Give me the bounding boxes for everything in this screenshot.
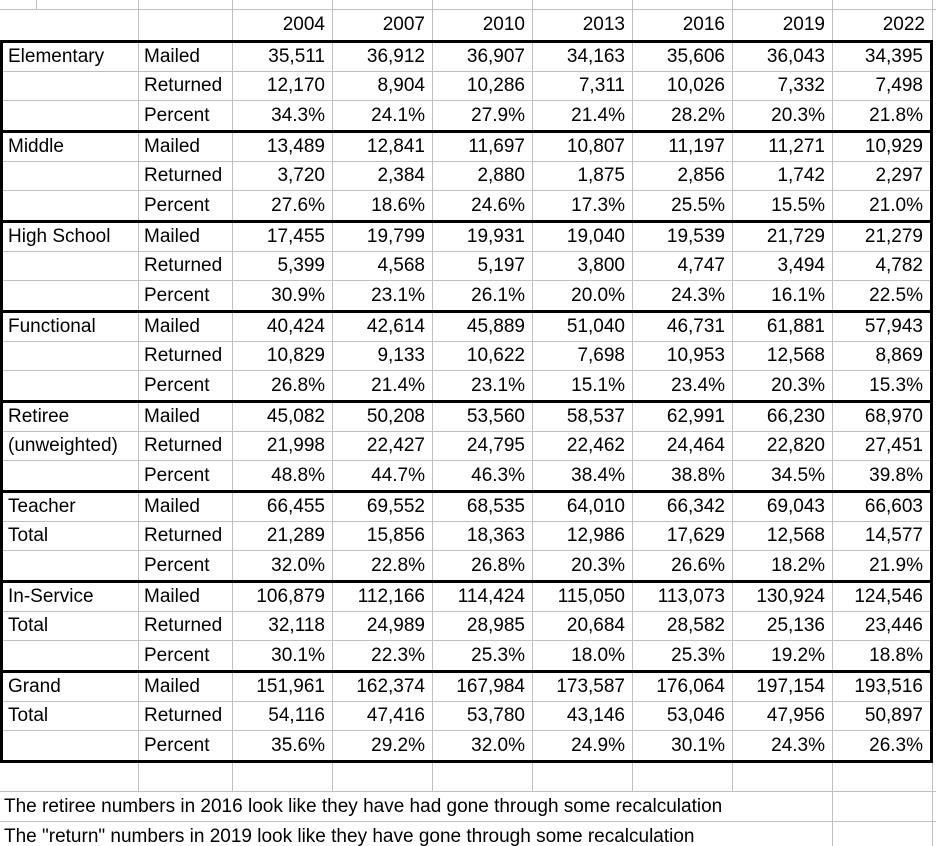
table-row xyxy=(3,673,930,702)
value-cell[interactable]: 13,489 xyxy=(233,133,333,161)
group-label-cell[interactable] xyxy=(3,191,139,220)
metric-label-cell[interactable]: Percent xyxy=(139,731,233,760)
value-cell[interactable]: 23.4% xyxy=(633,371,733,400)
table-row xyxy=(3,551,930,580)
value-cell[interactable]: 21,289 xyxy=(233,522,333,550)
table-group xyxy=(3,403,930,493)
value-cell[interactable]: 20,684 xyxy=(533,612,633,640)
empty-cell[interactable] xyxy=(139,763,233,791)
value-cell[interactable]: 4,568 xyxy=(333,252,433,280)
partial-top-grid-row xyxy=(0,0,936,10)
value-cell[interactable]: 34.5% xyxy=(733,461,833,490)
value-cell[interactable]: 45,889 xyxy=(433,313,533,341)
value-cell[interactable]: 19,040 xyxy=(533,223,633,251)
value-cell[interactable]: 20.3% xyxy=(533,551,633,580)
table-row xyxy=(3,72,930,101)
value-cell[interactable]: 66,342 xyxy=(633,493,733,521)
value-cell[interactable]: 51,040 xyxy=(533,313,633,341)
metric-label-cell[interactable]: Percent xyxy=(139,551,233,580)
metric-label-cell[interactable]: Percent xyxy=(139,641,233,670)
table-group xyxy=(3,133,930,223)
table-row xyxy=(3,522,930,551)
value-cell[interactable]: 10,807 xyxy=(533,133,633,161)
table-row xyxy=(3,612,930,641)
value-cell[interactable]: 64,010 xyxy=(533,493,633,521)
empty-cell[interactable] xyxy=(533,0,633,9)
value-cell[interactable]: 10,286 xyxy=(433,72,533,100)
group-label-cell[interactable]: Grand xyxy=(3,673,139,701)
table-row xyxy=(3,281,930,310)
empty-cell[interactable] xyxy=(833,792,933,821)
value-cell[interactable]: 18.6% xyxy=(333,191,433,220)
table-group xyxy=(3,673,930,760)
value-cell[interactable]: 10,026 xyxy=(633,72,733,100)
value-cell[interactable]: 21,729 xyxy=(733,223,833,251)
table-row xyxy=(3,162,930,191)
value-cell[interactable]: 151,961 xyxy=(233,673,333,701)
value-cell[interactable]: 18.8% xyxy=(869,644,923,666)
table-row xyxy=(3,403,930,432)
metric-label-cell[interactable]: Mailed xyxy=(139,313,233,341)
value-cell[interactable]: 30.9% xyxy=(233,281,333,310)
table-row xyxy=(3,461,930,490)
value-cell[interactable]: 5,197 xyxy=(433,252,533,280)
value-cell[interactable]: 50,208 xyxy=(333,403,433,431)
value-cell[interactable]: 27.9% xyxy=(433,101,533,130)
year-header-cell[interactable]: 2010 xyxy=(433,10,533,40)
value-cell[interactable]: 24.1% xyxy=(333,101,433,130)
table-group xyxy=(3,583,930,673)
group-label-cell[interactable]: Total xyxy=(3,522,139,550)
value-cell[interactable]: 53,560 xyxy=(433,403,533,431)
value-cell[interactable]: 22,462 xyxy=(533,432,633,460)
metric-label-cell[interactable]: Returned xyxy=(139,162,233,190)
value-cell[interactable]: 21.4% xyxy=(533,101,633,130)
value-cell[interactable]: 26.8% xyxy=(233,371,333,400)
value-cell[interactable]: 50,897 xyxy=(864,705,923,726)
value-cell[interactable]: 53,780 xyxy=(433,702,533,730)
value-cell[interactable]: 22,427 xyxy=(333,432,433,460)
value-cell[interactable]: 32,118 xyxy=(233,612,333,640)
empty-cell[interactable] xyxy=(233,763,333,791)
group-label-cell[interactable]: Retiree xyxy=(3,403,139,431)
value-cell[interactable]: 12,568 xyxy=(733,342,833,370)
table-row xyxy=(3,133,930,162)
value-cell[interactable]: 21,279 xyxy=(864,226,923,247)
value-cell[interactable]: 17,455 xyxy=(233,223,333,251)
value-cell[interactable]: 53,046 xyxy=(633,702,733,730)
value-cell[interactable]: 26.6% xyxy=(633,551,733,580)
group-label-cell[interactable] xyxy=(3,252,139,280)
value-cell[interactable]: 47,956 xyxy=(733,702,833,730)
metric-label-cell[interactable]: Returned xyxy=(139,522,233,550)
value-cell[interactable]: 10,929 xyxy=(864,136,923,157)
value-cell[interactable]: 18.0% xyxy=(533,641,633,670)
value-cell[interactable]: 112,166 xyxy=(333,583,433,611)
value-cell[interactable]: 12,841 xyxy=(333,133,433,161)
value-cell[interactable]: 68,970 xyxy=(864,406,923,427)
metric-label-cell[interactable]: Returned xyxy=(139,702,233,730)
metric-label-cell[interactable]: Percent xyxy=(139,191,233,220)
value-cell[interactable]: 10,829 xyxy=(233,342,333,370)
value-cell[interactable]: 20.0% xyxy=(533,281,633,310)
metric-label-cell[interactable]: Returned xyxy=(139,72,233,100)
metric-label-cell[interactable]: Returned xyxy=(139,342,233,370)
empty-grid-row xyxy=(0,763,936,792)
value-cell[interactable]: 25.3% xyxy=(633,641,733,670)
value-cell[interactable]: 26.3% xyxy=(869,734,923,756)
table-row xyxy=(3,432,930,461)
table-group xyxy=(3,223,930,313)
value-cell[interactable]: 11,197 xyxy=(633,133,733,161)
value-cell[interactable]: 7,332 xyxy=(733,72,833,100)
value-cell[interactable]: 8,869 xyxy=(875,345,923,366)
metric-label-cell[interactable]: Mailed xyxy=(139,223,233,251)
year-header-cell[interactable]: 2004 xyxy=(233,10,333,40)
value-cell[interactable]: 106,879 xyxy=(233,583,333,611)
value-cell[interactable]: 167,984 xyxy=(433,673,533,701)
table-row xyxy=(3,371,930,400)
value-cell[interactable]: 25.3% xyxy=(433,641,533,670)
value-cell[interactable]: 35,606 xyxy=(633,43,733,71)
value-cell[interactable]: 15.1% xyxy=(533,371,633,400)
value-cell[interactable]: 115,050 xyxy=(533,583,633,611)
value-cell[interactable]: 66,230 xyxy=(733,403,833,431)
value-cell[interactable]: 15,856 xyxy=(333,522,433,550)
value-cell[interactable]: 34,163 xyxy=(533,43,633,71)
value-cell[interactable]: 36,907 xyxy=(433,43,533,71)
year-header-cell[interactable]: 2016 xyxy=(633,10,733,40)
value-cell[interactable]: 24.3% xyxy=(733,731,833,760)
group-label-cell[interactable] xyxy=(3,162,139,190)
value-cell[interactable]: 19,799 xyxy=(333,223,433,251)
empty-cell[interactable] xyxy=(633,0,733,9)
value-cell[interactable]: 2,856 xyxy=(633,162,733,190)
table-row xyxy=(3,191,930,220)
table-group xyxy=(3,43,930,133)
group-label-cell[interactable]: Total xyxy=(3,702,139,730)
value-cell[interactable]: 21.9% xyxy=(869,554,923,576)
value-cell[interactable]: 29.2% xyxy=(333,731,433,760)
table-row xyxy=(3,641,930,670)
value-cell[interactable]: 18,363 xyxy=(433,522,533,550)
value-cell[interactable]: 22.8% xyxy=(333,551,433,580)
value-cell[interactable]: 15.5% xyxy=(733,191,833,220)
value-cell[interactable]: 36,912 xyxy=(333,43,433,71)
value-cell[interactable]: 5,399 xyxy=(233,252,333,280)
empty-cell[interactable] xyxy=(0,763,139,791)
value-cell[interactable]: 24,795 xyxy=(433,432,533,460)
empty-cell[interactable] xyxy=(733,763,833,791)
value-cell[interactable]: 46,731 xyxy=(633,313,733,341)
value-cell[interactable]: 11,271 xyxy=(733,133,833,161)
table-row xyxy=(3,493,930,522)
group-label-cell[interactable]: Elementary xyxy=(3,43,139,71)
value-cell[interactable]: 47,416 xyxy=(333,702,433,730)
value-cell[interactable]: 46.3% xyxy=(433,461,533,490)
metric-label-cell[interactable]: Mailed xyxy=(139,43,233,71)
group-label-cell[interactable]: Teacher xyxy=(3,493,139,521)
empty-cell[interactable] xyxy=(533,763,633,791)
value-cell[interactable]: 193,516 xyxy=(854,676,923,697)
value-cell[interactable]: 7,698 xyxy=(533,342,633,370)
empty-cell[interactable] xyxy=(333,0,433,9)
value-cell[interactable]: 176,064 xyxy=(633,673,733,701)
empty-cell[interactable] xyxy=(833,763,933,791)
value-cell[interactable]: 23.1% xyxy=(333,281,433,310)
metric-label-cell[interactable]: Percent xyxy=(139,461,233,490)
value-cell[interactable]: 3,800 xyxy=(533,252,633,280)
value-cell[interactable]: 14,577 xyxy=(864,525,923,546)
value-cell[interactable]: 58,537 xyxy=(533,403,633,431)
value-cell[interactable]: 40,424 xyxy=(233,313,333,341)
value-cell[interactable]: 12,986 xyxy=(533,522,633,550)
value-cell[interactable]: 45,082 xyxy=(233,403,333,431)
group-label-cell[interactable]: Total xyxy=(3,612,139,640)
value-cell[interactable]: 24,464 xyxy=(633,432,733,460)
value-cell[interactable]: 24.6% xyxy=(433,191,533,220)
note-row xyxy=(0,792,936,822)
empty-cell[interactable] xyxy=(233,0,333,9)
value-cell[interactable]: 38.8% xyxy=(633,461,733,490)
group-label-cell[interactable] xyxy=(3,101,139,130)
value-cell[interactable]: 69,043 xyxy=(733,493,833,521)
group-label-cell[interactable]: In-Service xyxy=(3,583,139,611)
table-row xyxy=(3,101,930,130)
value-cell[interactable]: 28,582 xyxy=(633,612,733,640)
value-cell[interactable]: 57,943 xyxy=(864,316,923,337)
value-cell[interactable]: 32.0% xyxy=(233,551,333,580)
group-label-cell[interactable]: Middle xyxy=(3,133,139,161)
value-cell[interactable]: 162,374 xyxy=(333,673,433,701)
note-row xyxy=(0,822,936,846)
value-cell[interactable]: 22.3% xyxy=(333,641,433,670)
value-cell[interactable]: 2,384 xyxy=(333,162,433,190)
metric-label-cell[interactable]: Percent xyxy=(139,101,233,130)
value-cell[interactable]: 35,511 xyxy=(233,43,333,71)
group-label-cell[interactable]: High School xyxy=(3,223,139,251)
group-label-cell[interactable] xyxy=(3,551,139,580)
group-label-cell[interactable]: (unweighted) xyxy=(3,432,139,460)
value-cell[interactable]: 12,170 xyxy=(233,72,333,100)
value-cell[interactable]: 18.2% xyxy=(733,551,833,580)
value-cell[interactable]: 27.6% xyxy=(233,191,333,220)
value-cell[interactable]: 30.1% xyxy=(633,731,733,760)
year-header-row xyxy=(0,10,936,40)
empty-cell[interactable] xyxy=(433,0,533,9)
value-cell[interactable]: 20.3% xyxy=(733,101,833,130)
value-cell[interactable]: 66,455 xyxy=(233,493,333,521)
value-cell[interactable]: 24.9% xyxy=(533,731,633,760)
group-label-cell[interactable] xyxy=(3,342,139,370)
value-cell[interactable]: 7,498 xyxy=(875,75,923,96)
group-label-cell[interactable] xyxy=(3,461,139,490)
value-cell[interactable]: 48.8% xyxy=(233,461,333,490)
value-cell[interactable]: 23,446 xyxy=(864,615,923,636)
value-cell[interactable]: 35.6% xyxy=(233,731,333,760)
value-cell[interactable]: 124,546 xyxy=(854,586,923,607)
value-cell[interactable]: 3,494 xyxy=(733,252,833,280)
value-cell[interactable]: 21,998 xyxy=(233,432,333,460)
value-cell[interactable]: 19,539 xyxy=(633,223,733,251)
value-cell[interactable]: 130,924 xyxy=(733,583,833,611)
table-group xyxy=(3,313,930,403)
value-cell[interactable]: 25.5% xyxy=(633,191,733,220)
value-cell[interactable]: 66,603 xyxy=(864,496,923,517)
value-cell[interactable]: 9,133 xyxy=(333,342,433,370)
value-cell[interactable]: 27,451 xyxy=(864,435,923,456)
empty-cell[interactable] xyxy=(833,822,933,846)
metric-label-cell[interactable]: Returned xyxy=(139,252,233,280)
table-row xyxy=(3,43,930,72)
metric-label-cell[interactable]: Mailed xyxy=(139,493,233,521)
value-cell[interactable]: 2,297 xyxy=(875,165,923,186)
empty-cell[interactable] xyxy=(333,763,433,791)
value-cell[interactable]: 173,587 xyxy=(533,673,633,701)
value-cell[interactable]: 54,116 xyxy=(233,702,333,730)
value-cell[interactable]: 28,985 xyxy=(433,612,533,640)
group-label-cell[interactable] xyxy=(3,281,139,310)
empty-cell[interactable] xyxy=(139,0,233,9)
table-row xyxy=(3,583,930,612)
table-row xyxy=(3,252,930,281)
value-cell[interactable]: 21.8% xyxy=(869,104,923,126)
value-cell[interactable]: 61,881 xyxy=(733,313,833,341)
note-text[interactable]: The retiree numbers in 2016 look like they have had gone through some recalculation xyxy=(0,792,833,821)
table-row xyxy=(3,313,930,342)
year-header-cell[interactable]: 2022 xyxy=(833,10,933,40)
empty-cell[interactable] xyxy=(37,0,139,9)
value-cell[interactable]: 17.3% xyxy=(533,191,633,220)
value-cell[interactable]: 8,904 xyxy=(333,72,433,100)
empty-cell[interactable] xyxy=(633,763,733,791)
value-cell[interactable]: 4,747 xyxy=(633,252,733,280)
empty-cell[interactable] xyxy=(833,0,933,9)
value-cell[interactable]: 11,697 xyxy=(433,133,533,161)
empty-cell[interactable] xyxy=(433,763,533,791)
value-cell[interactable]: 62,991 xyxy=(633,403,733,431)
value-cell[interactable]: 197,154 xyxy=(733,673,833,701)
value-cell[interactable]: 24,989 xyxy=(333,612,433,640)
value-cell[interactable]: 114,424 xyxy=(433,583,533,611)
value-cell[interactable]: 3,720 xyxy=(233,162,333,190)
value-cell[interactable]: 19,931 xyxy=(433,223,533,251)
value-cell[interactable]: 26.8% xyxy=(433,551,533,580)
value-cell[interactable]: 1,875 xyxy=(533,162,633,190)
value-cell[interactable]: 10,953 xyxy=(633,342,733,370)
year-header-cell[interactable]: 2013 xyxy=(533,10,633,40)
value-cell[interactable]: 26.1% xyxy=(433,281,533,310)
group-label-cell[interactable] xyxy=(3,641,139,670)
empty-cell[interactable] xyxy=(733,0,833,9)
value-cell[interactable]: 43,146 xyxy=(533,702,633,730)
table-row xyxy=(3,342,930,371)
value-cell[interactable]: 36,043 xyxy=(733,43,833,71)
empty-cell[interactable] xyxy=(0,0,37,9)
value-cell[interactable]: 20.3% xyxy=(733,371,833,400)
survey-response-table xyxy=(0,40,933,763)
value-cell[interactable]: 42,614 xyxy=(333,313,433,341)
value-cell[interactable]: 38.4% xyxy=(533,461,633,490)
value-cell[interactable]: 113,073 xyxy=(633,583,733,611)
value-cell[interactable]: 69,552 xyxy=(333,493,433,521)
value-cell[interactable]: 44.7% xyxy=(333,461,433,490)
value-cell[interactable]: 16.1% xyxy=(733,281,833,310)
metric-label-cell[interactable]: Mailed xyxy=(139,403,233,431)
group-label-cell[interactable]: Functional xyxy=(3,313,139,341)
value-cell[interactable]: 7,311 xyxy=(533,72,633,100)
value-cell[interactable]: 68,535 xyxy=(433,493,533,521)
value-cell[interactable]: 23.1% xyxy=(433,371,533,400)
value-cell[interactable]: 15.3% xyxy=(869,374,923,396)
value-cell[interactable]: 34,395 xyxy=(864,46,923,67)
metric-label-cell[interactable]: Returned xyxy=(139,432,233,460)
table-row xyxy=(3,731,930,760)
value-cell[interactable]: 21.0% xyxy=(869,194,923,216)
metric-label-cell[interactable]: Mailed xyxy=(139,673,233,701)
metric-label-cell[interactable]: Percent xyxy=(139,371,233,400)
year-header-cell[interactable]: 2019 xyxy=(733,10,833,40)
value-cell[interactable]: 24.3% xyxy=(633,281,733,310)
value-cell[interactable]: 2,880 xyxy=(433,162,533,190)
value-cell[interactable]: 34.3% xyxy=(233,101,333,130)
value-cell[interactable]: 21.4% xyxy=(333,371,433,400)
table-row xyxy=(3,702,930,731)
value-cell[interactable]: 32.0% xyxy=(433,731,533,760)
value-cell[interactable]: 22.5% xyxy=(869,284,923,306)
value-cell[interactable]: 39.8% xyxy=(869,464,923,486)
metric-label-cell[interactable]: Returned xyxy=(139,612,233,640)
group-label-cell[interactable] xyxy=(3,731,139,760)
value-cell[interactable]: 10,622 xyxy=(433,342,533,370)
table-row xyxy=(3,223,930,252)
value-cell[interactable]: 1,742 xyxy=(733,162,833,190)
group-label-cell[interactable] xyxy=(3,371,139,400)
metric-label-cell[interactable]: Mailed xyxy=(139,583,233,611)
value-cell[interactable]: 19.2% xyxy=(733,641,833,670)
note-text[interactable]: The "return" numbers in 2019 look like they have gone through some recalculation xyxy=(0,822,833,846)
value-cell[interactable]: 12,568 xyxy=(733,522,833,550)
value-cell[interactable]: 4,782 xyxy=(875,255,923,276)
year-header-cell[interactable]: 2007 xyxy=(333,10,433,40)
value-cell[interactable]: 22,820 xyxy=(733,432,833,460)
metric-label-cell[interactable]: Mailed xyxy=(139,133,233,161)
value-cell[interactable]: 30.1% xyxy=(233,641,333,670)
value-cell[interactable]: 25,136 xyxy=(733,612,833,640)
table-group xyxy=(3,493,930,583)
empty-cell[interactable] xyxy=(139,10,233,40)
empty-cell[interactable] xyxy=(0,10,139,40)
value-cell[interactable]: 17,629 xyxy=(633,522,733,550)
value-cell[interactable]: 28.2% xyxy=(633,101,733,130)
group-label-cell[interactable] xyxy=(3,72,139,100)
metric-label-cell[interactable]: Percent xyxy=(139,281,233,310)
